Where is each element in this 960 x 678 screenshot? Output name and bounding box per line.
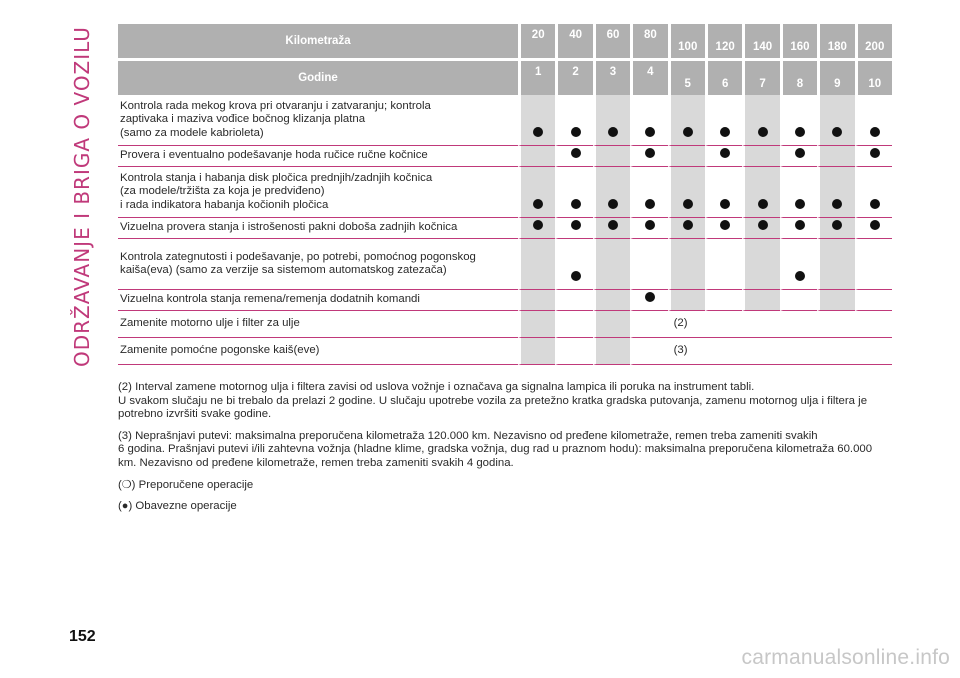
schedule-cell xyxy=(817,167,854,218)
schedule-cell xyxy=(742,218,779,239)
filled-circle-icon xyxy=(533,127,543,137)
maintenance-schedule-table xyxy=(118,24,892,365)
km-header-cell: 180 xyxy=(817,24,854,58)
schedule-cell xyxy=(705,146,742,167)
schedule-cell xyxy=(593,167,630,218)
schedule-cell xyxy=(630,290,667,311)
filled-circle-icon xyxy=(832,127,842,137)
filled-circle-icon xyxy=(608,199,618,209)
operation-label: Zamenite motorno ulje i filter za ulje xyxy=(118,311,518,338)
year-header-cell: 3 xyxy=(593,58,630,95)
km-header-cell: 160 xyxy=(780,24,817,58)
table-row xyxy=(118,95,892,146)
filled-circle-icon xyxy=(870,148,880,158)
schedule-cell xyxy=(668,239,705,290)
schedule-cell xyxy=(630,239,667,290)
filled-circle-icon xyxy=(832,220,842,230)
schedule-cell xyxy=(817,239,854,290)
schedule-cell xyxy=(817,95,854,146)
section-title-vertical: ODRŽAVANJE I BRIGA O VOZILU xyxy=(70,26,94,367)
filled-circle-icon xyxy=(720,220,730,230)
schedule-cell xyxy=(518,218,555,239)
schedule-cell xyxy=(518,338,555,365)
legend-mandatory: (●) Obavezne operacije xyxy=(118,500,237,513)
schedule-cell xyxy=(668,146,705,167)
schedule-cell xyxy=(742,290,779,311)
schedule-cell xyxy=(668,290,705,311)
filled-circle-icon xyxy=(870,199,880,209)
schedule-cell xyxy=(668,95,705,146)
km-header-cell: 100 xyxy=(668,24,705,58)
schedule-cell xyxy=(555,167,592,218)
schedule-cell xyxy=(668,167,705,218)
schedule-cell xyxy=(780,239,817,290)
footnote-3: (3) Neprašnjavi putevi: maksimalna preporučena kilometraža 120.000 km. Nezavisno od pređene kilometraže, remen treba zameniti svakih 6 godina. Prašnjavi putevi i/ili zahtevna vožnja (hladne klime, gradska vožnja, dug rad u praznom hodu): maksimalna preporučena kilometraža 60.000 km. Nezavisno od pređene kilometraže, remen treba zameniti svakih 4 godina. xyxy=(118,429,873,469)
year-header-cell: 2 xyxy=(555,58,592,95)
schedule-cell xyxy=(705,218,742,239)
km-header-cell: 60 xyxy=(593,24,630,58)
schedule-cell xyxy=(630,167,667,218)
filled-circle-icon xyxy=(758,220,768,230)
filled-circle-icon xyxy=(683,127,693,137)
km-header-cell: 140 xyxy=(742,24,779,58)
filled-circle-icon xyxy=(870,220,880,230)
year-header-cell: 10 xyxy=(855,58,892,95)
schedule-cell xyxy=(780,290,817,311)
header-row-years xyxy=(118,58,892,95)
schedule-cell xyxy=(555,311,592,338)
schedule-cell xyxy=(630,95,667,146)
filled-circle-icon xyxy=(571,148,581,158)
filled-circle-icon xyxy=(758,127,768,137)
table-row xyxy=(118,338,892,365)
schedule-cell xyxy=(780,218,817,239)
schedule-cell xyxy=(518,167,555,218)
filled-circle-icon xyxy=(795,220,805,230)
schedule-cell xyxy=(593,290,630,311)
table-row xyxy=(118,218,892,239)
filled-circle-icon xyxy=(645,127,655,137)
table-row xyxy=(118,290,892,311)
schedule-cell xyxy=(668,218,705,239)
schedule-cell xyxy=(705,290,742,311)
year-header-cell: 1 xyxy=(518,58,555,95)
filled-circle-icon xyxy=(608,220,618,230)
filled-circle-icon xyxy=(795,127,805,137)
filled-circle-icon xyxy=(645,148,655,158)
filled-circle-icon xyxy=(533,220,543,230)
schedule-cell xyxy=(742,239,779,290)
schedule-cell xyxy=(855,95,892,146)
filled-circle-icon xyxy=(795,199,805,209)
schedule-cell xyxy=(555,239,592,290)
hollow-circle-icon: ❍ xyxy=(121,478,132,491)
schedule-cell xyxy=(593,311,630,338)
operation-label: Kontrola rada mekog krova pri otvaranju i zatvaranju; kontrola zaptivaka i maziva vođice bočnog klizanja platna (samo za modele kabrioleta) xyxy=(118,95,518,146)
schedule-cell xyxy=(855,239,892,290)
km-header-cell: 120 xyxy=(705,24,742,58)
schedule-cell xyxy=(630,146,667,167)
operation-label: Kontrola zategnutosti i podešavanje, po potrebi, pomoćnog pogonskog kaiša(eva) (samo za verzije sa sistemom automatskog zatezača) xyxy=(118,239,518,290)
filled-circle-icon: ● xyxy=(121,500,129,513)
schedule-cell xyxy=(780,95,817,146)
schedule-cell xyxy=(817,290,854,311)
schedule-cell xyxy=(593,239,630,290)
schedule-cell xyxy=(855,146,892,167)
filled-circle-icon xyxy=(795,271,805,281)
operation-label: Provera i eventualno podešavanje hoda ručice ručne kočnice xyxy=(118,146,518,167)
km-header-cell: 200 xyxy=(855,24,892,58)
km-header-cell: 20 xyxy=(518,24,555,58)
schedule-cell xyxy=(742,146,779,167)
table-row xyxy=(118,239,892,290)
schedule-cell xyxy=(518,239,555,290)
operation-label: Zamenite pomoćne pogonske kaiš(eve) xyxy=(118,338,518,365)
schedule-cell xyxy=(593,218,630,239)
km-header-label: Kilometraža xyxy=(118,24,518,58)
year-header-cell: 4 xyxy=(630,58,667,95)
schedule-cell xyxy=(855,290,892,311)
year-header-cell: 8 xyxy=(780,58,817,95)
schedule-cell xyxy=(630,338,667,365)
year-header-cell: 5 xyxy=(668,58,705,95)
schedule-cell xyxy=(817,218,854,239)
schedule-cell xyxy=(593,95,630,146)
schedule-cell xyxy=(742,95,779,146)
schedule-cell xyxy=(855,167,892,218)
table-row xyxy=(118,167,892,218)
km-header-cell: 40 xyxy=(555,24,592,58)
filled-circle-icon xyxy=(683,199,693,209)
schedule-cell xyxy=(555,290,592,311)
schedule-cell xyxy=(555,146,592,167)
filled-circle-icon xyxy=(608,127,618,137)
filled-circle-icon xyxy=(683,220,693,230)
schedule-cell xyxy=(780,146,817,167)
schedule-cell xyxy=(630,218,667,239)
operation-label: Kontrola stanja i habanja disk pločica prednjih/zadnjih kočnica (za modele/tržišta za koja je predviđeno) i rada indikatora habanja kočionih pločica xyxy=(118,167,518,218)
schedule-cell xyxy=(855,218,892,239)
km-header-cell: 80 xyxy=(630,24,667,58)
footnote-ref: (2) xyxy=(668,311,892,338)
schedule-cell xyxy=(817,146,854,167)
filled-circle-icon xyxy=(645,220,655,230)
year-header-cell: 9 xyxy=(817,58,854,95)
filled-circle-icon xyxy=(645,199,655,209)
schedule-cell xyxy=(518,146,555,167)
years-header-label: Godine xyxy=(118,58,518,95)
operation-label: Vizuelna kontrola stanja remena/remenja dodatnih komandi xyxy=(118,290,518,311)
schedule-cell xyxy=(555,95,592,146)
footnote-2: (2) Interval zamene motornog ulja i filtera zavisi od uslova vožnje i označava ga signalna lampica ili poruka na instrument tabli. U svakom slučaju ne bi trebalo da prelazi 2 godine. U slučaju upotrebe vozila za pretežno kratka gradska putovanja, zamenu motornog ulja i filtera je potrebno izvršiti svake godine. xyxy=(118,381,868,421)
filled-circle-icon xyxy=(795,148,805,158)
filled-circle-icon xyxy=(571,127,581,137)
schedule-cell xyxy=(705,167,742,218)
filled-circle-icon xyxy=(571,271,581,281)
filled-circle-icon xyxy=(832,199,842,209)
schedule-cell xyxy=(630,311,667,338)
schedule-cell xyxy=(518,95,555,146)
footnotes xyxy=(118,381,893,522)
year-header-cell: 6 xyxy=(705,58,742,95)
filled-circle-icon xyxy=(571,199,581,209)
schedule-cell xyxy=(555,218,592,239)
schedule-cell xyxy=(742,167,779,218)
filled-circle-icon xyxy=(720,148,730,158)
year-header-cell: 7 xyxy=(742,58,779,95)
legend-recommended: (❍) Preporučene operacije xyxy=(118,478,254,491)
filled-circle-icon xyxy=(758,199,768,209)
operation-label: Vizuelna provera stanja i istrošenosti pakni doboša zadnjih kočnica xyxy=(118,218,518,239)
schedule-cell xyxy=(593,338,630,365)
schedule-cell xyxy=(705,95,742,146)
footnote-ref: (3) xyxy=(668,338,892,365)
schedule-cell xyxy=(555,338,592,365)
page-number: 152 xyxy=(69,628,96,645)
schedule-cell xyxy=(705,239,742,290)
filled-circle-icon xyxy=(720,199,730,209)
filled-circle-icon xyxy=(870,127,880,137)
filled-circle-icon xyxy=(720,127,730,137)
filled-circle-icon xyxy=(533,199,543,209)
schedule-cell xyxy=(518,290,555,311)
filled-circle-icon xyxy=(645,292,655,302)
table-row xyxy=(118,311,892,338)
filled-circle-icon xyxy=(571,220,581,230)
watermark: carmanualsonline.info xyxy=(741,646,950,669)
header-row-km xyxy=(118,24,892,58)
table-row xyxy=(118,146,892,167)
schedule-cell xyxy=(518,311,555,338)
schedule-cell xyxy=(593,146,630,167)
schedule-cell xyxy=(780,167,817,218)
